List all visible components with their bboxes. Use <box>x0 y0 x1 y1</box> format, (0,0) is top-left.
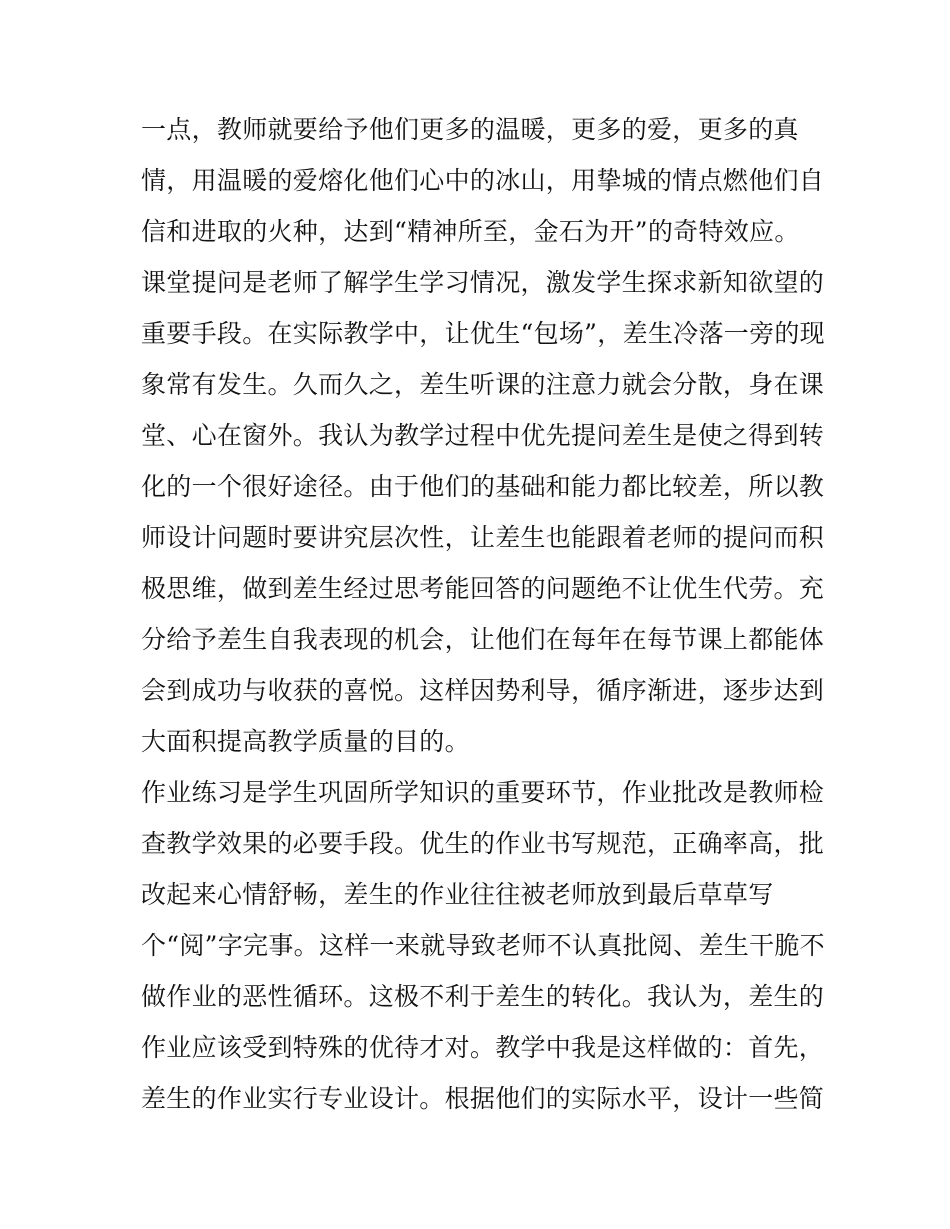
text-line: 做作业的恶性循环。这极不利于差生的转化。我认为，差生的 <box>141 982 825 1011</box>
text-line: 差生的作业实行专业设计。根据他们的实际水平，设计一些简 <box>141 1084 825 1113</box>
text-line: 极思维，做到差生经过思考能回答的问题绝不让优生代劳。充 <box>141 574 825 603</box>
text-line: 一点，教师就要给予他们更多的温暖，更多的爱，更多的真 <box>141 115 799 144</box>
text-line: 堂、心在窗外。我认为教学过程中优先提问差生是使之得到转 <box>141 421 825 450</box>
text-line: 分给予差生自我表现的机会，让他们在每年在每节课上都能体 <box>141 625 825 654</box>
text-line: 情，用温暖的爱熔化他们心中的冰山，用挚城的情点燃他们自 <box>141 166 825 195</box>
text-line: 象常有发生。久而久之，差生听课的注意力就会分散，身在课 <box>141 370 825 399</box>
text-line: 改起来心情舒畅，差生的作业往往被老师放到最后草草写 <box>141 880 774 909</box>
text-line: 师设计问题时要讲究层次性，让差生也能跟着老师的提问而积 <box>141 523 825 552</box>
text-line: 大面积提高教学质量的目的。 <box>141 727 470 756</box>
text-line: 个“阅”字完事。这样一来就导致老师不认真批阅、差生干脆不 <box>141 931 825 960</box>
text-line: 信和进取的火种，达到“精神所至，金石为开”的奇特效应。 <box>141 217 800 246</box>
text-line: 查教学效果的必要手段。优生的作业书写规范，正确率高，批 <box>141 829 825 858</box>
text-line: 作业应该受到特殊的优待才对。教学中我是这样做的：首先， <box>141 1033 825 1062</box>
text-line: 化的一个很好途径。由于他们的基础和能力都比较差，所以教 <box>141 472 825 501</box>
text-line: 会到成功与收获的喜悦。这样因势利导，循序渐进，逐步达到 <box>141 676 825 705</box>
text-line: 课堂提问是老师了解学生学习情况，激发学生探求新知欲望的 <box>141 268 825 297</box>
text-line: 作业练习是学生巩固所学知识的重要环节，作业批改是教师检 <box>141 778 825 807</box>
text-line: 重要手段。在实际教学中，让优生“包场”，差生冷落一旁的现 <box>141 319 825 348</box>
